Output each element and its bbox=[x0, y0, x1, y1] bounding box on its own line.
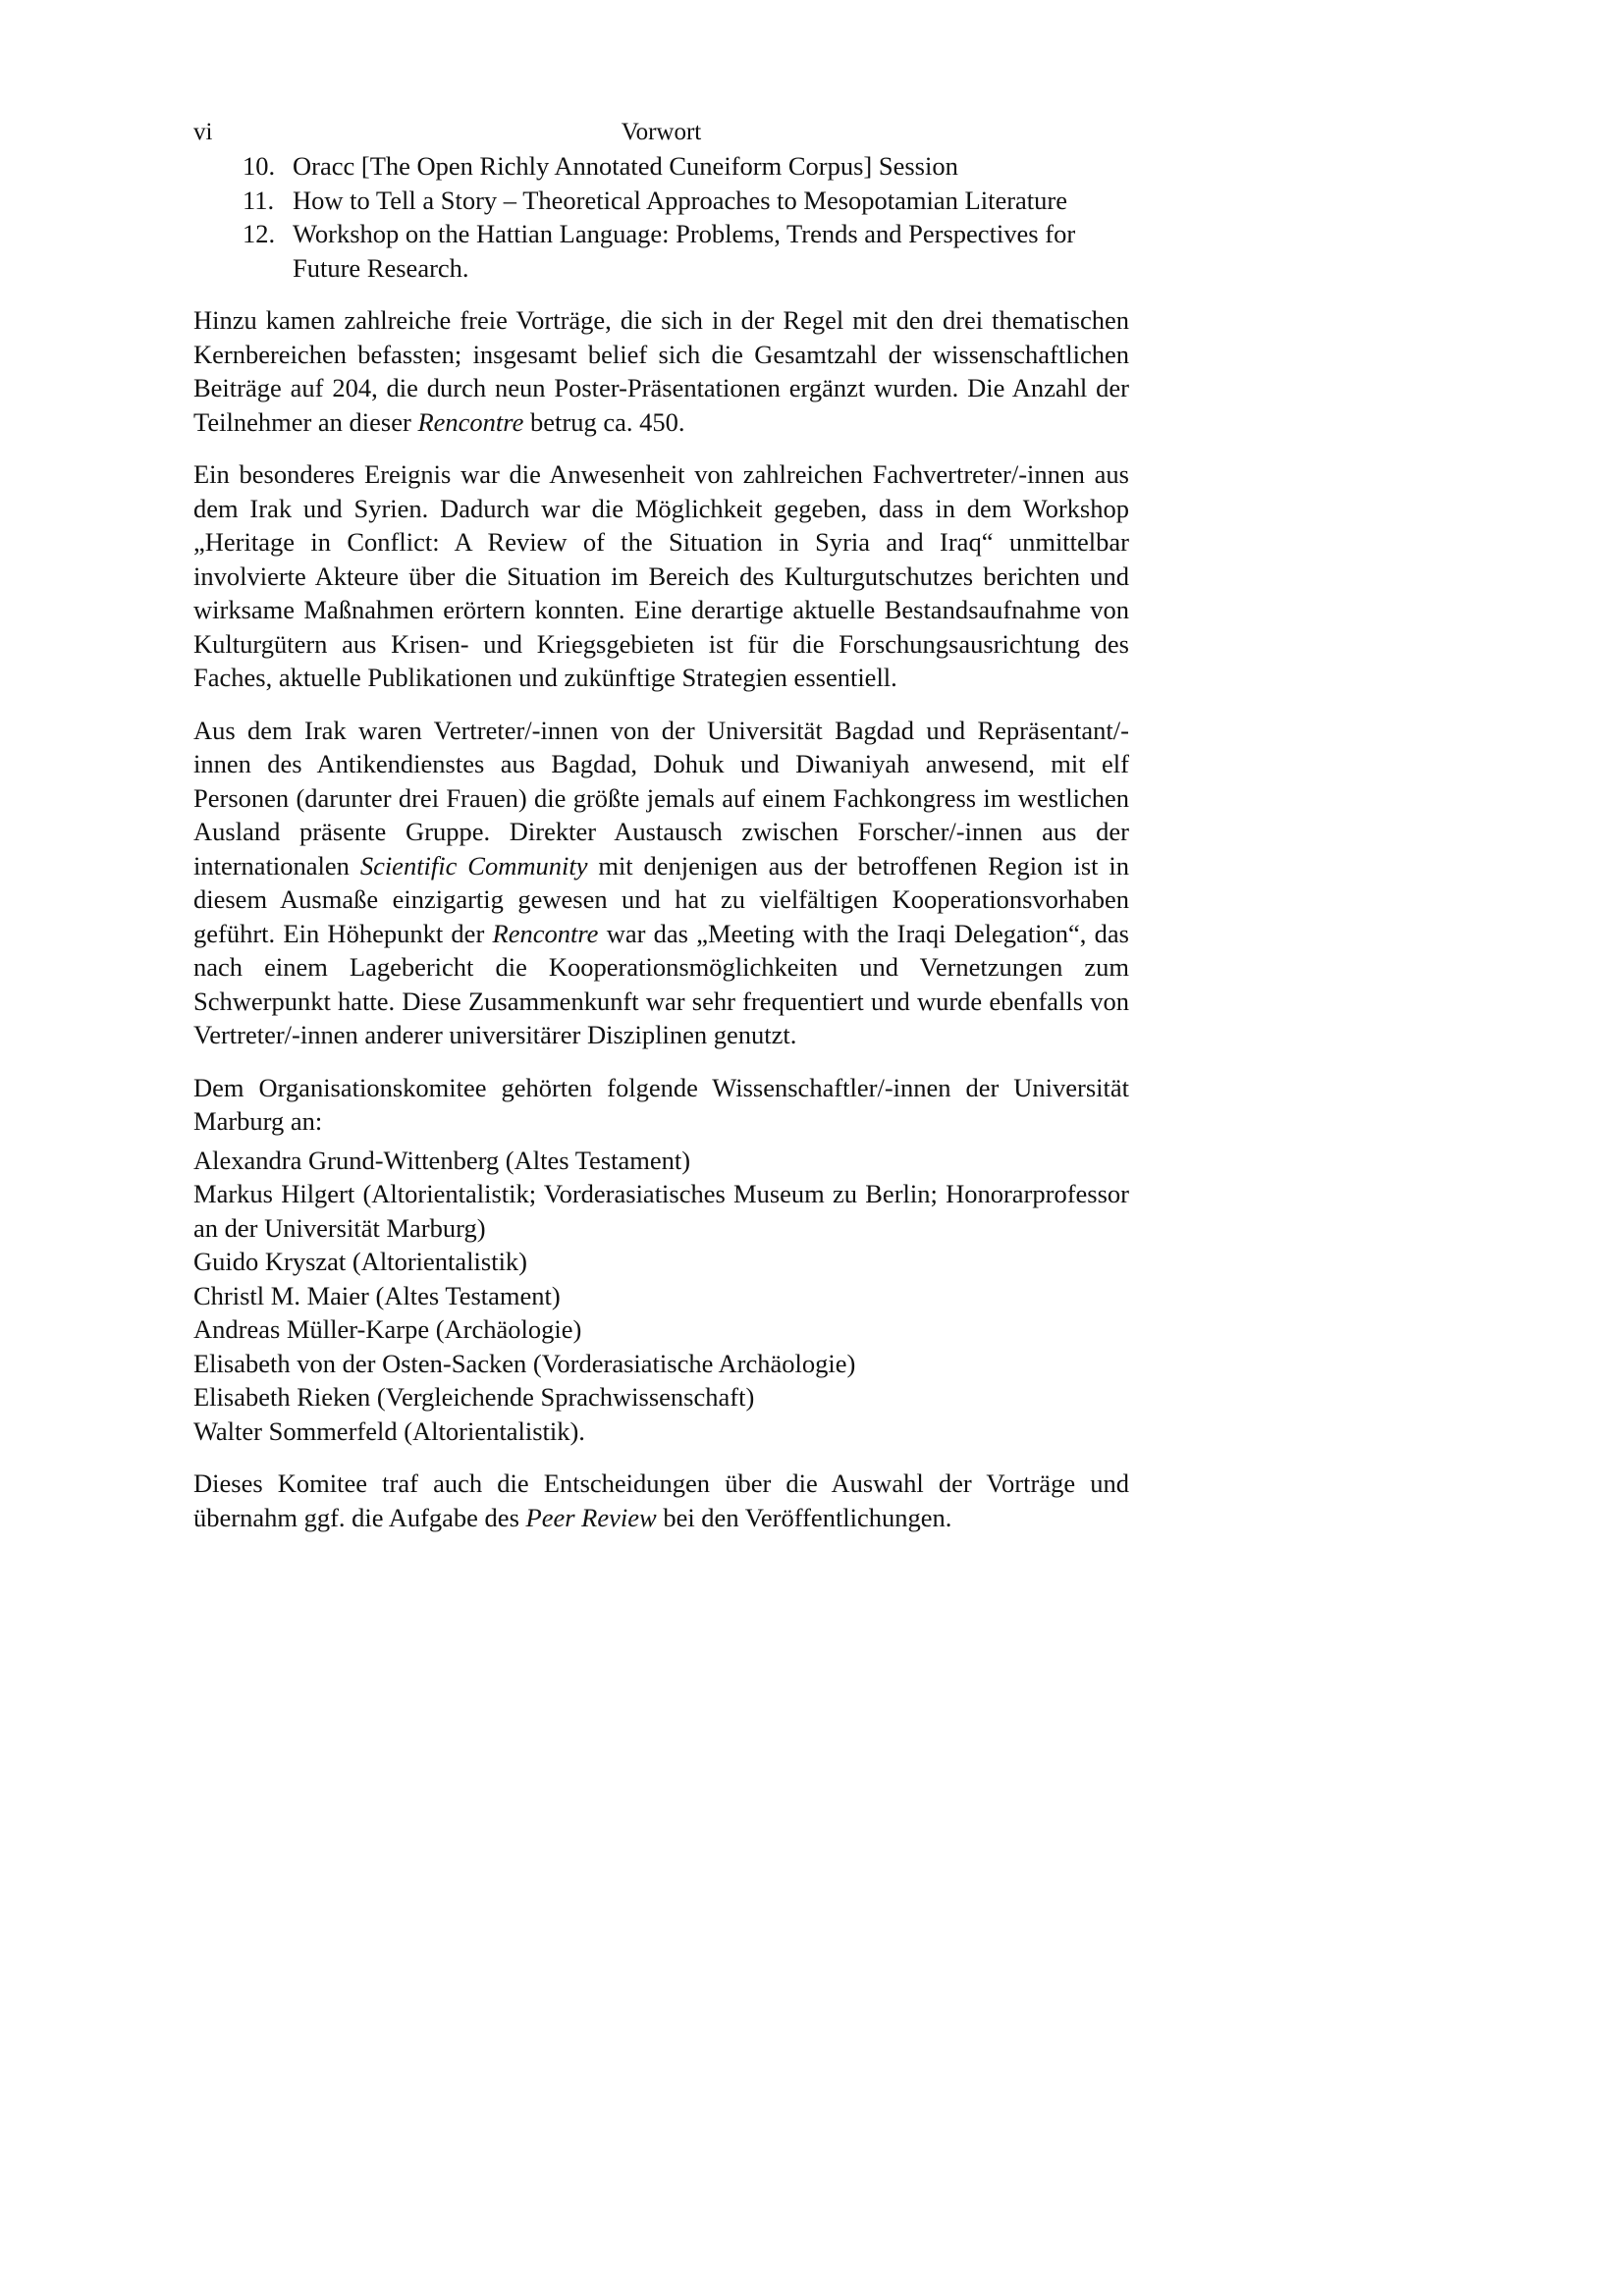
session-title: Workshop on the Hattian Language: Problems, Trends and Perspectives for Future Research. bbox=[293, 219, 1076, 283]
rencontre-term: Rencontre bbox=[492, 918, 599, 948]
committee-member: Alexandra Grund-Wittenberg (Altes Testament) bbox=[193, 1145, 691, 1175]
session-item bbox=[193, 217, 1129, 285]
page-content bbox=[193, 116, 1129, 1534]
session-number: 11. bbox=[243, 185, 275, 215]
paragraph-committee-intro: Dem Organisationskomitee gehörten folgende Wissenschaftler/-innen der Universität Marburg an: bbox=[193, 1072, 1129, 1136]
rencontre-term: Rencontre bbox=[417, 406, 524, 437]
committee-member: Christl M. Maier (Altes Testament) bbox=[193, 1280, 561, 1310]
committee-member: Elisabeth Rieken (Vergleichende Sprachwissenschaft) bbox=[193, 1382, 755, 1412]
session-number: 10. bbox=[243, 151, 276, 181]
committee-list bbox=[193, 1144, 1129, 1449]
committee-member: Guido Kryszat (Altorientalistik) bbox=[193, 1247, 528, 1276]
running-title: Vorwort bbox=[621, 119, 702, 145]
committee-member: Andreas Müller-Karpe (Archäologie) bbox=[193, 1314, 582, 1344]
session-item bbox=[193, 149, 1129, 184]
session-title: Oracc [The Open Richly Annotated Cuneiform Corpus] Session bbox=[293, 151, 958, 181]
committee-member: Markus Hilgert (Altorientalistik; Vorderasiatisches Museum zu Berlin; Honorarprofessor an der Universität Marburg) bbox=[193, 1179, 1129, 1243]
committee-member: Elisabeth von der Osten-Sacken (Vorderasiatische Archäologie) bbox=[193, 1348, 856, 1378]
running-head bbox=[193, 116, 1129, 149]
paragraph-delegations: Ein besonderes Ereignis war die Anwesenheit von zahlreichen Fachvertreter/-innen aus dem Irak und Syrien. Dadurch war die Möglichkeit gegeben, dass in dem Workshop „Heritage in Conflict: A Review of the Situation in Syria and Iraq“ unmittelbar involvierte Akteure über die Situation im Bereich des Kulturgutschutzes berichten und wirksame Maßnahmen erörtern konnten. Eine derartige aktuelle Bestandsaufnahme von Kulturgütern aus Krisen- und Kriegsgebieten ist für die Forschungsausrichtung des Faches, aktuelle Publikationen und zukünftige Strategien essentiell. bbox=[193, 459, 1129, 692]
page-number: vi bbox=[193, 119, 213, 145]
body-text bbox=[193, 149, 1129, 1534]
session-list bbox=[193, 149, 1129, 285]
peer-review-term: Peer Review bbox=[525, 1502, 657, 1532]
paragraph-peer-review: Dieses Komitee traf auch die Entscheidungen über die Auswahl der Vorträge und übernahm ggf. die Aufgabe des Peer Review bei den Veröffentlichungen. bbox=[193, 1468, 1129, 1532]
session-number: 12. bbox=[243, 219, 276, 248]
paragraph-iraq: Aus dem Irak waren Vertreter/-innen von der Universität Bagdad und Repräsentant/-innen des Antikendienstes aus Bagdad, Dohuk und Diwaniyah anwesend, mit elf Personen (darunter drei Frauen) die größte jemals auf einem Fachkongress im westlichen Ausland präsente Gruppe. Direkter Austausch zwischen Forscher/-innen aus der internationalen Scientific Community mit denjenigen aus der betroffenen Region ist in diesem Ausmaße einzigartig gewesen und hat zu vielfältigen Kooperationsvorhaben geführt. Ein Höhepunkt der Rencontre war das „Meeting with the Iraqi Delegation“, das nach einem Lagebericht die Kooperationsmöglichkeiten und Vernetzungen zum Schwerpunkt hatte. Diese Zusammenkunft war sehr frequentiert und wurde ebenfalls von Vertreter/-innen anderer universitärer Disziplinen genutzt. bbox=[193, 715, 1129, 1049]
scientific-community-term: Scientific Community bbox=[359, 850, 588, 881]
session-item bbox=[193, 184, 1129, 218]
paragraph-contributions: Hinzu kamen zahlreiche freie Vorträge, die sich in der Regel mit den drei thematischen Kernbereichen befassten; insgesamt belief sich die Gesamtzahl der wissenschaftlichen Beiträge auf 204, die durch neun Poster-Präsentationen ergänzt wurden. Die Anzahl der Teilnehmer an dieser Rencontre betrug ca. 450. bbox=[193, 305, 1129, 437]
session-title: How to Tell a Story – Theoretical Approaches to Mesopotamian Literature bbox=[293, 185, 1068, 215]
committee-member: Walter Sommerfeld (Altorientalistik). bbox=[193, 1415, 585, 1446]
